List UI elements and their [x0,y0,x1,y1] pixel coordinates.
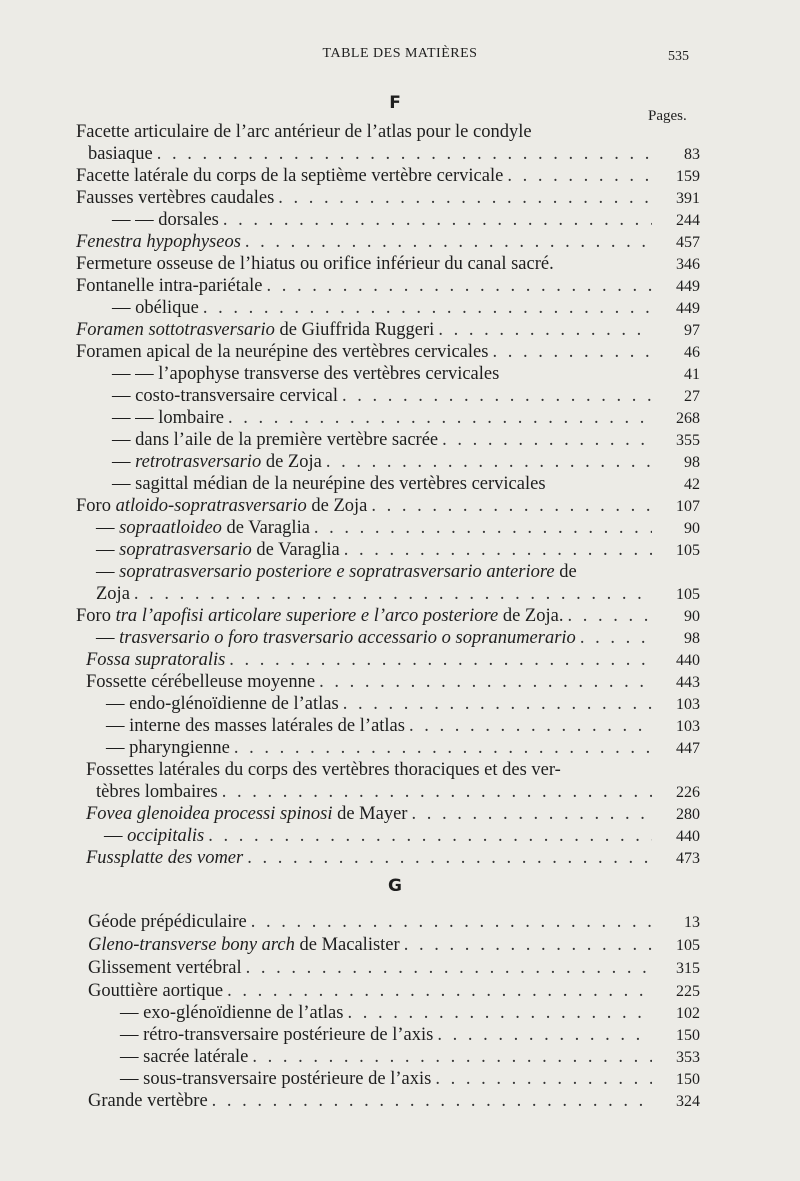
entry-text-part: Géode prépédiculaire [88,912,247,932]
entry-page-number: 159 [676,168,700,185]
entry-page-number: 449 [676,300,700,317]
entry-page-number: 46 [684,344,700,361]
entry-text-part: Foramen apical de la neurépine des vertèbres cervicales [76,342,489,362]
dot-leader [342,385,652,407]
dot-leader [319,671,652,693]
dot-leader [404,934,652,956]
index-entry [76,605,700,627]
entry-text-part: — endo-glénoïdienne de l’atlas [106,694,339,714]
entry-text-part: Gouttière aortique [88,981,224,1001]
entry-text-part: — dans l’aile de la première vertèbre sacrée [112,430,439,450]
index-entry [76,407,700,429]
entry-text [112,407,224,429]
index-entry [76,803,700,825]
entry-text [86,847,243,869]
index-entry [76,649,700,671]
entry-text-italic: sopratrasversario posteriore e sopratrasversario anteriore [119,562,555,582]
dot-leader [409,715,652,737]
entry-page-number: 447 [676,740,700,757]
index-entry [76,341,700,363]
index-entry [76,495,700,517]
entry-text [76,319,434,341]
entry-text-part: — [96,518,120,538]
index-entry [76,231,700,253]
entry-page-number: 244 [676,212,700,229]
entry-text-part: de Zoja [261,452,322,472]
entry-text-part: de [554,562,577,582]
running-head: TABLE DES MATIÈRES [322,46,478,61]
pages-column-label: Pages. [648,108,687,124]
entry-text-part: — obélique [112,298,199,318]
entry-text-part: — rétro-transversaire postérieure de l’axis [120,1025,434,1045]
entry-page-number: 226 [676,784,700,801]
entry-text-part: — — dorsales [112,210,219,230]
index-entry [76,121,700,143]
entry-text [106,737,230,759]
entry-page-number: 280 [676,806,700,823]
entry-text-italic: Gleno-transverse bony arch [88,935,295,955]
entry-page-number: 27 [684,388,700,405]
entry-page-number: 103 [676,696,700,713]
entry-page-number: 346 [676,256,700,273]
index-entry [76,715,700,737]
entry-text [88,1090,208,1112]
entry-text-part: de Zoja. [498,606,564,626]
entry-text-part: Facette articulaire de l’arc antérieur de l’atlas pour le condyle [76,122,532,142]
dot-leader [580,627,652,649]
entry-text-italic: Fussplatte des vomer [86,848,244,868]
entry-text [112,297,199,319]
entry-page-number: 90 [684,608,700,625]
section-letter-g: G [388,876,402,896]
entry-text-part: de Varaglia [221,518,310,538]
dot-leader [222,781,652,803]
entry-text-part: — — l’apophyse transverse des vertèbres cervicales [112,364,500,384]
index-entry [76,1002,700,1024]
index-entry [76,473,700,495]
entry-text [112,473,546,495]
entry-text [112,385,338,407]
entry-text [112,429,438,451]
entry-text [120,1002,343,1024]
entry-text-part: Fausses vertèbres caudales [76,188,275,208]
index-entry [76,385,700,407]
entry-text-part: — pharyngienne [106,738,230,758]
entry-text-part: de Varaglia [251,540,340,560]
entry-text [96,627,576,649]
index-entry [76,911,700,933]
entry-text-part: — sous-transversaire postérieure de l’axis [120,1069,432,1089]
entry-text [112,451,322,473]
dot-leader [492,341,652,363]
entry-text-part: — sagittal médian de la neurépine des vertèbres cervicales [112,474,546,494]
entry-text-part: de Mayer [332,804,408,824]
entry-text-italic: Foramen sottotrasversario [76,320,275,340]
index-entry [76,429,700,451]
entry-page-number: 315 [676,960,700,977]
entry-text [88,911,247,933]
dot-leader [157,143,652,165]
index-entry [76,1024,700,1046]
entry-page-number: 440 [676,828,700,845]
index-entry [76,363,700,385]
index-entry [76,980,700,1002]
entry-page-number: 324 [676,1093,700,1110]
entry-text-part: Foro [76,496,116,516]
entry-page-number: 268 [676,410,700,427]
entry-text [76,341,488,363]
index-entry [76,451,700,473]
entry-text [76,121,532,143]
entry-page-number: 391 [676,190,700,207]
entry-text [96,539,340,561]
entry-text-italic: retrotrasversario [135,452,262,472]
entry-text-part: Fermeture osseuse de l’hiatus ou orifice inférieur du canal sacré. [76,254,554,274]
entry-text-part: — interne des masses latérales de l’atlas [106,716,405,736]
entry-text-part: — [112,452,136,472]
entry-text [88,143,153,165]
dot-leader [437,1024,652,1046]
index-entry [76,253,700,275]
entry-text [106,715,405,737]
entry-text-part: — exo-glénoïdienne de l’atlas [120,1003,344,1023]
index-entry [76,539,700,561]
dot-leader [223,209,652,231]
index-entry [76,165,700,187]
index-entry [76,319,700,341]
entry-page-number: 97 [684,322,700,339]
entry-text-italic: sopraatloideo [119,518,222,538]
entry-text-part: — [104,826,128,846]
section-letter-f: F [389,93,401,113]
entry-text [76,231,241,253]
entry-page-number: 353 [676,1049,700,1066]
entry-page-number: 457 [676,234,700,251]
entry-page-number: 355 [676,432,700,449]
index-entry [76,583,700,605]
entry-text [76,165,503,187]
entry-text [88,934,400,956]
entry-text [76,605,563,627]
entry-text [88,957,242,979]
entry-text-part: Grande vertèbre [88,1091,208,1111]
index-entry [76,143,700,165]
entry-text-part: Zoja [96,584,130,604]
entry-text [86,803,407,825]
index-entry [76,1068,700,1090]
dot-leader [228,407,652,429]
entry-page-number: 103 [676,718,700,735]
dot-leader [245,231,652,253]
dot-leader [247,847,652,869]
entry-text-italic: trasversario o foro trasversario accessario o sopranumerario [119,628,576,648]
dot-leader [507,165,652,187]
entry-text-part: Fossette cérébelleuse moyenne [86,672,316,692]
entry-text-part: — [96,628,120,648]
entry-page-number: 440 [676,652,700,669]
index-entry [76,209,700,231]
index-entry [76,759,700,781]
entry-text-part: Facette latérale du corps de la septième vertèbre cervicale [76,166,504,186]
index-entry [76,275,700,297]
dot-leader [371,495,652,517]
entry-text [86,671,315,693]
entry-text-italic: Fossa supratoralis [86,650,226,670]
dot-leader [442,429,652,451]
entry-text [106,693,339,715]
entry-text [96,583,130,605]
entry-text [86,759,561,781]
entry-text-part: — — lombaire [112,408,225,428]
dot-leader [227,980,652,1002]
dot-leader [344,539,652,561]
dot-leader [234,737,652,759]
dot-leader [435,1068,652,1090]
index-entry [76,561,700,583]
dot-leader [343,693,652,715]
dot-leader [229,649,652,671]
dot-leader [266,275,652,297]
entry-text-italic: occipitalis [127,826,205,846]
entry-text [76,495,367,517]
entry-text-part: basiaque [88,144,153,164]
entry-text-part: Glissement vertébral [88,958,242,978]
index-entry [76,1046,700,1068]
entry-text [120,1068,431,1090]
dot-leader [208,825,652,847]
entry-text [104,825,204,847]
entry-page-number: 225 [676,983,700,1000]
entry-page-number: 107 [676,498,700,515]
entry-text [76,253,554,275]
dot-leader [438,319,652,341]
entry-page-number: 41 [684,366,700,383]
entry-text [96,781,218,803]
index-entry [76,1090,700,1112]
dot-leader [203,297,652,319]
entry-page-number: 42 [684,476,700,493]
entry-text [120,1046,248,1068]
entry-page-number: 150 [676,1071,700,1088]
entry-text [96,561,577,583]
index-entry [76,693,700,715]
entry-text [88,980,223,1002]
index-entry [76,671,700,693]
entry-text [112,209,219,231]
dot-leader [314,517,652,539]
entry-text-italic: atloido-sopratrasversario [115,496,307,516]
index-entry [76,187,700,209]
dot-leader [567,605,652,627]
entry-text-part: tèbres lombaires [96,782,218,802]
entry-page-number: 105 [676,542,700,559]
index-entry [76,957,700,979]
page-number: 535 [668,49,689,64]
entry-text-part: de Giuffrida Ruggeri [274,320,435,340]
dot-leader [134,583,652,605]
dot-leader [326,451,652,473]
entry-text-italic: tra l’apofisi articolare superiore e l’arco posteriore [115,606,499,626]
entry-text-part: — sacrée latérale [120,1047,249,1067]
entry-page-number: 102 [676,1005,700,1022]
entry-page-number: 105 [676,937,700,954]
dot-leader [246,957,652,979]
dot-leader [251,911,652,933]
index-entry [76,934,700,956]
dot-leader [278,187,652,209]
index-entry [76,627,700,649]
entry-text-italic: sopratrasversario [119,540,252,560]
entry-text-part: Fossettes latérales du corps des vertèbres thoraciques et des ver- [86,760,561,780]
entry-text-part: Fontanelle intra-pariétale [76,276,263,296]
index-entry [76,825,700,847]
index-entry [76,297,700,319]
index-entry [76,781,700,803]
entry-text-part: de Macalister [294,935,400,955]
entry-page-number: 150 [676,1027,700,1044]
index-entry [76,517,700,539]
entry-page-number: 443 [676,674,700,691]
dot-leader [212,1090,652,1112]
entry-text-part: — costo-transversaire cervical [112,386,339,406]
entry-page-number: 98 [684,454,700,471]
entry-text [112,363,499,385]
dot-leader [252,1046,652,1068]
index-entry [76,737,700,759]
entry-text [120,1024,433,1046]
entry-text [76,187,274,209]
entry-page-number: 13 [684,914,700,931]
entry-text-part: de Zoja [306,496,368,516]
entry-text [76,275,262,297]
entry-text [96,517,310,539]
entry-text-italic: Fovea glenoidea processi spinosi [86,804,333,824]
dot-leader [411,803,652,825]
entry-text-part: — [96,540,120,560]
entry-text-part: — [96,562,120,582]
entry-page-number: 473 [676,850,700,867]
dot-leader [347,1002,652,1024]
entry-page-number: 83 [684,146,700,163]
entry-page-number: 98 [684,630,700,647]
entry-page-number: 90 [684,520,700,537]
index-entry [76,847,700,869]
entry-text-part: Foro [76,606,116,626]
entry-text-italic: Fenestra hypophyseos [76,232,241,252]
entry-page-number: 449 [676,278,700,295]
entry-page-number: 105 [676,586,700,603]
entry-text [86,649,225,671]
